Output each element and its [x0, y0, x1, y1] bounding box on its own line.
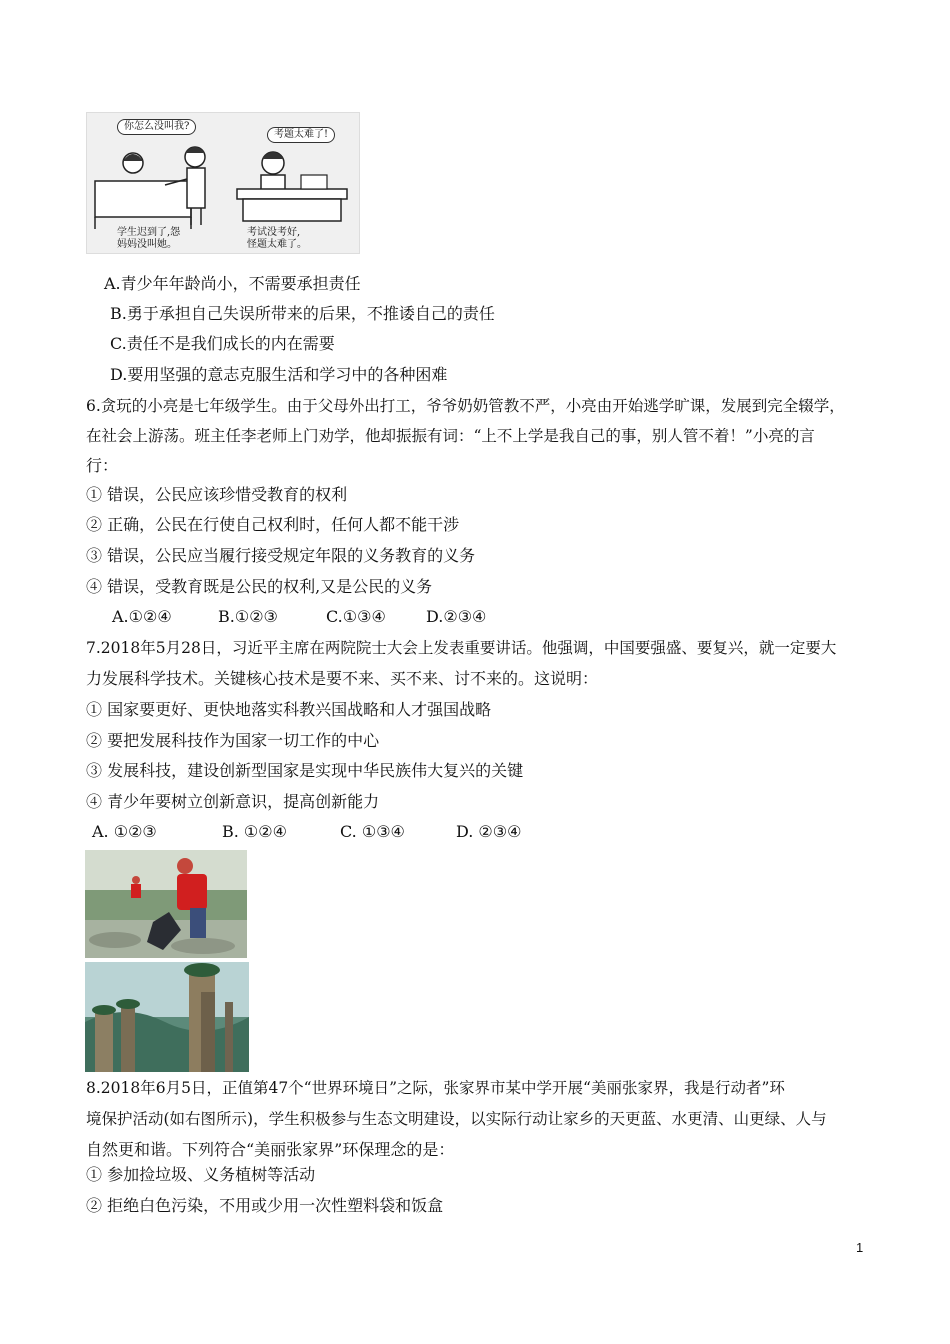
q8-stem-line1: 8.2018年6月5日，正值第47个“世界环境日”之际，张家界市某中学开展“美丽张家界，我是行动者”环	[86, 1079, 785, 1097]
caption-right-line2: 怪题太难了。	[247, 239, 307, 250]
q6-stem-line3: 行：	[86, 456, 119, 475]
caption-left-line2: 妈妈没叫她。	[117, 239, 177, 250]
q8-item-1: ① 参加捡垃圾、义务植树等活动	[86, 1165, 316, 1184]
q5-option-a: A.青少年年龄尚小，不需要承担责任	[104, 274, 361, 293]
q6-item-3: ③ 错误，公民应当履行接受规定年限的义务教育的义务	[86, 546, 476, 565]
q7-stem-line1: 7.2018年5月28日，习近平主席在两院院士大会上发表重要讲话。他强调，中国要强盛、要复兴，就一定要大	[86, 639, 837, 657]
caption-right-line1: 考试没考好,	[247, 227, 301, 238]
cartoon-illustration	[86, 112, 360, 254]
q6-stem-line1: 6.贪玩的小亮是七年级学生。由于父母外出打工，爷爷奶奶管教不严，小亮由开始逃学旷课，发展到完全辍学，	[86, 397, 845, 415]
q5-option-c: C.责任不是我们成长的内在需要	[110, 334, 335, 353]
q8-stem-line2: 境保护活动(如右图所示)，学生积极参与生态文明建设，以实际行动让家乡的天更蓝、水更清、山更绿、人与	[86, 1110, 827, 1128]
q7-item-3: ③ 发展科技，建设创新型国家是实现中华民族伟大复兴的关键	[86, 761, 524, 780]
q5-option-b: B.勇于承担自己失误所带来的后果，不推诿自己的责任	[110, 304, 495, 323]
q5-option-d: D.要用坚强的意志克服生活和学习中的各种困难	[110, 365, 448, 384]
landscape-photo-drawing	[85, 962, 249, 1072]
q7-option-a: A. ①②③	[92, 822, 157, 841]
speech-bubble-left: 你怎么没叫我?	[117, 119, 196, 135]
q7-option-b: B. ①②④	[222, 822, 287, 841]
volunteer-photo-drawing	[85, 850, 247, 958]
speech-bubble-right: 考题太难了!	[267, 127, 335, 143]
q7-option-d: D. ②③④	[456, 822, 522, 841]
page-number: 1	[856, 1240, 864, 1255]
q6-option-a: A.①②④	[112, 607, 172, 626]
q8-stem-line3: 自然更和谐。下列符合“美丽张家界”环保理念的是：	[86, 1140, 455, 1159]
q7-item-2: ② 要把发展科技作为国家一切工作的中心	[86, 731, 380, 750]
q6-option-d: D.②③④	[426, 607, 487, 626]
q6-option-b: B.①②③	[218, 607, 278, 626]
q6-option-c: C.①③④	[326, 607, 386, 626]
caption-left-line1: 学生迟到了,怨	[117, 227, 181, 238]
q6-stem-line2: 在社会上游荡。班主任李老师上门劝学，他却振振有词：“上不上学是我自己的事，别人管不着！”小亮的言	[86, 427, 815, 445]
q7-item-4: ④ 青少年要树立创新意识，提高创新能力	[86, 792, 380, 811]
q7-item-1: ① 国家要更好、更快地落实科教兴国战略和人才强国战略	[86, 700, 492, 719]
q7-options	[92, 821, 521, 843]
volunteer-cleanup-photo	[85, 850, 247, 958]
q6-item-4: ④ 错误，受教育既是公民的权利,又是公民的义务	[86, 577, 433, 596]
q7-stem-line2: 力发展科学技术。关键核心技术是要不来、买不来、讨不来的。这说明：	[86, 669, 599, 688]
q7-option-c: C. ①③④	[340, 822, 405, 841]
q6-options	[112, 606, 486, 628]
zhangjiajie-landscape-photo	[85, 962, 249, 1072]
q8-item-2: ② 拒绝白色污染，不用或少用一次性塑料袋和饭盒	[86, 1196, 444, 1215]
q6-item-1: ① 错误，公民应该珍惜受教育的权利	[86, 485, 348, 504]
q6-item-2: ② 正确，公民在行使自己权利时，任何人都不能干涉	[86, 515, 460, 534]
